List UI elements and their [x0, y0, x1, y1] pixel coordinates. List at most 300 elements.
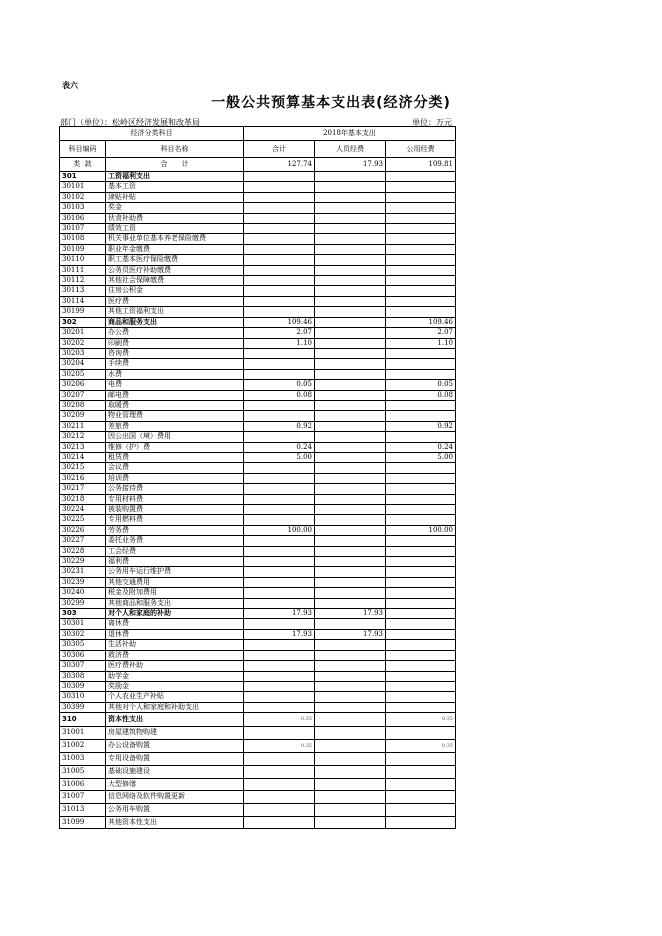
row-total [244, 244, 315, 254]
row-total [244, 369, 315, 379]
row-personnel [315, 753, 386, 766]
row-total [244, 739, 315, 753]
row-public [386, 778, 456, 791]
row-public [386, 505, 456, 515]
row-total-value: 0.35 [300, 742, 312, 749]
row-public-value: 0.35 [441, 716, 453, 723]
row-total [244, 276, 315, 286]
row-public [386, 681, 456, 691]
row-personnel [315, 791, 386, 804]
row-name: 退休费 [106, 629, 244, 639]
row-public [386, 276, 456, 286]
row-code: 30108 [60, 234, 106, 244]
row-total [244, 598, 315, 608]
row-name: 其他工资福利支出 [106, 307, 244, 317]
row-personnel [315, 577, 386, 587]
row-personnel [315, 484, 386, 494]
row-personnel [315, 681, 386, 691]
row-name: 其他资本性支出 [106, 816, 244, 829]
row-public [386, 536, 456, 546]
row-name: 电费 [106, 380, 244, 390]
row-total: 1.10 [244, 338, 315, 348]
row-name: 邮电费 [106, 390, 244, 400]
summary-personnel: 17.93 [315, 158, 386, 172]
row-code: 30218 [60, 494, 106, 504]
table-row [60, 400, 456, 410]
table-row [60, 276, 456, 286]
table-row [60, 525, 456, 535]
row-code: 30216 [60, 473, 106, 483]
row-public: 0.24 [386, 442, 456, 452]
row-name: 津贴补贴 [106, 192, 244, 202]
row-personnel [315, 515, 386, 525]
table-row [60, 609, 456, 619]
row-code: 30399 [60, 702, 106, 712]
table-row [60, 713, 456, 727]
table-row [60, 213, 456, 223]
row-total: 0.92 [244, 421, 315, 431]
row-personnel [315, 307, 386, 317]
row-personnel: 17.93 [315, 609, 386, 619]
row-public [386, 411, 456, 421]
row-total [244, 726, 315, 739]
row-name: 职工基本医疗保险缴费 [106, 255, 244, 265]
summary-type-item [60, 158, 106, 172]
row-name: 资本性支出 [106, 713, 244, 727]
row-name: 公务员医疗补助缴费 [106, 265, 244, 275]
row-total [244, 432, 315, 442]
header-code: 科目编码 [60, 141, 106, 158]
table-row [60, 338, 456, 348]
row-public [386, 765, 456, 778]
row-name: 工会经费 [106, 546, 244, 556]
sheet-label: 表六 [62, 81, 78, 90]
row-name: 绩效工资 [106, 224, 244, 234]
summary-label: 合 计 [106, 158, 244, 172]
table-row [60, 557, 456, 567]
row-name: 福利费 [106, 557, 244, 567]
row-public [386, 172, 456, 182]
row-personnel [315, 203, 386, 213]
row-total [244, 348, 315, 358]
unit-label: 单位：万元 [412, 118, 452, 127]
row-total [244, 411, 315, 421]
row-code: 30109 [60, 244, 106, 254]
row-total [244, 494, 315, 504]
row-total: 17.93 [244, 609, 315, 619]
table-row [60, 804, 456, 817]
row-name: 对个人和家庭的补助 [106, 609, 244, 619]
department-label: 部门（单位）：松岭区经济发展和改革局 [60, 118, 200, 127]
row-code: 30110 [60, 255, 106, 265]
row-total [244, 536, 315, 546]
row-total: 0.24 [244, 442, 315, 452]
row-public: 2.07 [386, 328, 456, 338]
row-public [386, 224, 456, 234]
row-personnel [315, 359, 386, 369]
row-total [244, 588, 315, 598]
row-total [244, 713, 315, 727]
table-row [60, 421, 456, 431]
row-personnel [315, 400, 386, 410]
row-public [386, 588, 456, 598]
row-name: 医疗费补助 [106, 661, 244, 671]
row-code: 30212 [60, 432, 106, 442]
row-name: 基础设施建设 [106, 765, 244, 778]
row-code: 30306 [60, 650, 106, 660]
row-public [386, 609, 456, 619]
row-personnel [315, 442, 386, 452]
row-code: 30211 [60, 421, 106, 431]
row-name: 救济费 [106, 650, 244, 660]
table-header-row-1 [60, 127, 456, 141]
table-row [60, 390, 456, 400]
row-code: 30231 [60, 567, 106, 577]
row-public [386, 546, 456, 556]
row-public [386, 753, 456, 766]
row-code: 30102 [60, 192, 106, 202]
row-name: 住房公积金 [106, 286, 244, 296]
row-name: 取暖费 [106, 400, 244, 410]
row-personnel [315, 726, 386, 739]
row-code: 30310 [60, 692, 106, 702]
table-row [60, 317, 456, 327]
row-personnel [315, 369, 386, 379]
table-row [60, 726, 456, 739]
row-public: 0.08 [386, 390, 456, 400]
row-personnel [315, 286, 386, 296]
table-row [60, 296, 456, 306]
row-personnel [315, 421, 386, 431]
row-total: 0.08 [244, 390, 315, 400]
row-name: 维修（护）费 [106, 442, 244, 452]
row-name: 离休费 [106, 619, 244, 629]
row-name: 个人农业生产补贴 [106, 692, 244, 702]
row-personnel [315, 588, 386, 598]
row-public [386, 484, 456, 494]
row-name: 办公费 [106, 328, 244, 338]
row-total [244, 473, 315, 483]
table-row [60, 348, 456, 358]
row-name: 其他对个人和家庭和补助支出 [106, 702, 244, 712]
row-personnel [315, 494, 386, 504]
row-code: 30217 [60, 484, 106, 494]
row-total [244, 505, 315, 515]
row-name: 生活补助 [106, 640, 244, 650]
row-total [244, 203, 315, 213]
row-total [244, 265, 315, 275]
row-total [244, 484, 315, 494]
row-total [244, 192, 315, 202]
row-total [244, 671, 315, 681]
row-total [244, 816, 315, 829]
row-name: 会议费 [106, 463, 244, 473]
row-code: 30209 [60, 411, 106, 421]
row-code: 30207 [60, 390, 106, 400]
summary-total: 127.74 [244, 158, 315, 172]
row-name: 专用燃料费 [106, 515, 244, 525]
table-row [60, 463, 456, 473]
row-public [386, 791, 456, 804]
row-public [386, 713, 456, 727]
table-header-row-2 [60, 141, 456, 158]
row-total: 17.93 [244, 629, 315, 639]
row-personnel [315, 213, 386, 223]
row-public [386, 192, 456, 202]
row-name: 被装购置费 [106, 505, 244, 515]
table-row [60, 739, 456, 753]
row-personnel [315, 234, 386, 244]
row-total [244, 702, 315, 712]
table-row [60, 192, 456, 202]
row-public [386, 557, 456, 567]
row-code: 303 [60, 609, 106, 619]
row-code: 30205 [60, 369, 106, 379]
row-name: 税金及附加费用 [106, 588, 244, 598]
row-total: 0.05 [244, 380, 315, 390]
table-row [60, 255, 456, 265]
row-personnel [315, 463, 386, 473]
table-row [60, 536, 456, 546]
row-name: 奖金 [106, 203, 244, 213]
row-public [386, 804, 456, 817]
row-name: 工资福利支出 [106, 172, 244, 182]
header-name: 科目名称 [106, 141, 244, 158]
row-code: 30101 [60, 182, 106, 192]
header-item-col: 款 [84, 160, 92, 168]
row-code: 30309 [60, 681, 106, 691]
row-total [244, 557, 315, 567]
row-total: 100.00 [244, 525, 315, 535]
row-total [244, 791, 315, 804]
row-name: 其他商品和服务支出 [106, 598, 244, 608]
table-row [60, 328, 456, 338]
row-code: 30305 [60, 640, 106, 650]
row-code: 30208 [60, 400, 106, 410]
row-personnel [315, 671, 386, 681]
table-row [60, 286, 456, 296]
table-row [60, 494, 456, 504]
row-code: 30202 [60, 338, 106, 348]
row-total [244, 692, 315, 702]
row-code: 30204 [60, 359, 106, 369]
header-budget-year: 2018年基本支出 [244, 127, 456, 141]
row-total [244, 753, 315, 766]
row-public: 0.92 [386, 421, 456, 431]
header-total: 合计 [244, 141, 315, 158]
row-name: 房屋建筑物购建 [106, 726, 244, 739]
row-total [244, 307, 315, 317]
row-personnel [315, 296, 386, 306]
row-public [386, 255, 456, 265]
table-row [60, 816, 456, 829]
summary-public: 109.81 [386, 158, 456, 172]
row-total [244, 255, 315, 265]
table-row [60, 234, 456, 244]
row-name: 基本工资 [106, 182, 244, 192]
row-code: 30226 [60, 525, 106, 535]
row-personnel [315, 338, 386, 348]
table-row [60, 515, 456, 525]
row-total [244, 546, 315, 556]
row-personnel [315, 244, 386, 254]
row-personnel [315, 702, 386, 712]
row-public [386, 726, 456, 739]
header-personnel: 人员经费 [315, 141, 386, 158]
row-public [386, 650, 456, 660]
row-total [244, 172, 315, 182]
row-total [244, 296, 315, 306]
row-name: 咨询费 [106, 348, 244, 358]
row-name: 租赁费 [106, 452, 244, 462]
table-row [60, 640, 456, 650]
row-personnel [315, 598, 386, 608]
budget-table [59, 126, 456, 829]
row-public-value: 0.35 [441, 742, 453, 749]
row-public [386, 307, 456, 317]
row-code: 30213 [60, 442, 106, 452]
row-code: 30225 [60, 515, 106, 525]
row-code: 30224 [60, 505, 106, 515]
row-code: 30239 [60, 577, 106, 587]
row-code: 31099 [60, 816, 106, 829]
row-name: 机关事业单位基本养老保险缴费 [106, 234, 244, 244]
row-name: 水费 [106, 369, 244, 379]
row-personnel [315, 640, 386, 650]
row-total [244, 650, 315, 660]
row-code: 30215 [60, 463, 106, 473]
row-name: 伙食补助费 [106, 213, 244, 223]
row-total [244, 224, 315, 234]
row-total [244, 661, 315, 671]
row-personnel [315, 619, 386, 629]
table-row [60, 307, 456, 317]
row-public [386, 348, 456, 358]
row-code: 31001 [60, 726, 106, 739]
row-public [386, 296, 456, 306]
row-total [244, 213, 315, 223]
row-total [244, 286, 315, 296]
row-public [386, 577, 456, 587]
row-public: 1.10 [386, 338, 456, 348]
row-name: 其他交通费用 [106, 577, 244, 587]
row-personnel [315, 265, 386, 275]
row-public [386, 473, 456, 483]
row-public [386, 515, 456, 525]
row-total [244, 400, 315, 410]
table-row [60, 577, 456, 587]
row-code: 30112 [60, 276, 106, 286]
table-row [60, 484, 456, 494]
row-personnel [315, 255, 386, 265]
table-row [60, 681, 456, 691]
row-personnel [315, 473, 386, 483]
row-public [386, 286, 456, 296]
row-personnel [315, 317, 386, 327]
row-personnel [315, 390, 386, 400]
row-code: 30201 [60, 328, 106, 338]
table-row [60, 452, 456, 462]
row-personnel [315, 411, 386, 421]
row-personnel [315, 536, 386, 546]
row-total: 5.00 [244, 452, 315, 462]
row-personnel [315, 778, 386, 791]
row-public [386, 234, 456, 244]
table-row [60, 650, 456, 660]
row-code: 31006 [60, 778, 106, 791]
row-name: 专用设备购置 [106, 753, 244, 766]
row-public [386, 494, 456, 504]
row-name: 专用材料费 [106, 494, 244, 504]
table-row [60, 629, 456, 639]
row-code: 31003 [60, 753, 106, 766]
row-personnel [315, 328, 386, 338]
row-total [244, 778, 315, 791]
table-row [60, 692, 456, 702]
row-total [244, 804, 315, 817]
row-personnel [315, 739, 386, 753]
table-row [60, 546, 456, 556]
row-personnel [315, 557, 386, 567]
row-code: 30301 [60, 619, 106, 629]
row-public [386, 400, 456, 410]
table-row [60, 567, 456, 577]
row-personnel [315, 224, 386, 234]
row-personnel [315, 432, 386, 442]
row-code: 30203 [60, 348, 106, 358]
row-name: 差旅费 [106, 421, 244, 431]
header-type-col: 类 [73, 160, 81, 168]
row-personnel [315, 650, 386, 660]
row-public [386, 265, 456, 275]
row-total [244, 182, 315, 192]
table-row [60, 598, 456, 608]
row-name: 医疗费 [106, 296, 244, 306]
row-personnel [315, 713, 386, 727]
table-row [60, 702, 456, 712]
row-name: 培训费 [106, 473, 244, 483]
row-name: 手续费 [106, 359, 244, 369]
row-name: 印刷费 [106, 338, 244, 348]
row-code: 30302 [60, 629, 106, 639]
row-name: 公务用车购置 [106, 804, 244, 817]
row-public [386, 619, 456, 629]
row-personnel [315, 452, 386, 462]
row-public: 100.00 [386, 525, 456, 535]
table-row [60, 224, 456, 234]
summary-row [60, 158, 456, 172]
row-personnel [315, 765, 386, 778]
row-name: 大型修缮 [106, 778, 244, 791]
row-code: 30214 [60, 452, 106, 462]
row-name: 助学金 [106, 671, 244, 681]
table-row [60, 203, 456, 213]
row-name: 其他社会保障缴费 [106, 276, 244, 286]
row-public: 0.05 [386, 380, 456, 390]
row-name: 因公出国（境）费用 [106, 432, 244, 442]
row-code: 301 [60, 172, 106, 182]
row-name: 物业管理费 [106, 411, 244, 421]
row-personnel [315, 692, 386, 702]
row-code: 310 [60, 713, 106, 727]
row-total-value: 0.35 [300, 716, 312, 723]
table-row [60, 778, 456, 791]
table-row [60, 411, 456, 421]
row-personnel [315, 505, 386, 515]
row-total [244, 234, 315, 244]
table-row [60, 182, 456, 192]
row-personnel [315, 567, 386, 577]
